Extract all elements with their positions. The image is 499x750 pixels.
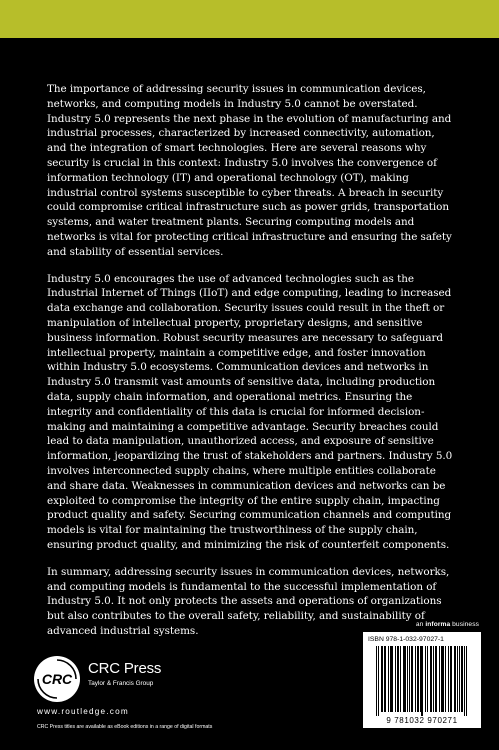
barcode-bar — [381, 646, 382, 712]
barcode-bar — [400, 646, 401, 712]
barcode-bar — [378, 646, 379, 716]
barcode-bar — [457, 646, 458, 712]
barcode-bar — [382, 646, 383, 712]
informa-suffix: business — [450, 621, 479, 628]
barcode-bar — [407, 646, 408, 712]
publisher-group: Taylor & Francis Group — [88, 680, 154, 687]
isbn-label: ISBN 978-1-032-97027-1 — [368, 636, 444, 643]
barcode-digits-right: 970271 — [427, 716, 458, 725]
barcode-icon — [376, 646, 468, 716]
barcode-bar — [422, 646, 423, 716]
barcode-bar — [397, 646, 398, 712]
informa-business-tagline — [416, 621, 479, 628]
publisher-website[interactable]: www.routledge.com — [37, 707, 129, 716]
barcode-bar — [433, 646, 434, 712]
paragraph-2: Industry 5.0 encourages the use of advanced technologies such as the Industrial Internet of Things (IIoT) and edge computing, leading to increased data exchange and collaboration. Security issues could result in the theft or manipulation of intellectual property, proprietary designs, and sensitive business information. Robust security measures are necessary to safeguard intellectual property, maintain a competitive edge, and foster innovation within Industry 5.0 ecosystems. Communication devices and networks in Industry 5.0 transmit vast amounts of sensitive data, including production data, supply chain information, and operational metrics. Ensuring the integrity and confidentiality of this data is crucial for informed decision-making and maintaining a competitive advantage. Security breaches could lead to data manipulation, unauthorized access, and exposure of sensitive information, jeopardizing the trust of stakeholders and partners. Industry 5.0 involves interconnected supply chains, where multiple entities collaborate and share data. Weaknesses in communication devices and networks can be exploited to compromise the integrity of the entire supply chain, impacting product quality and safety. Securing communication channels and computing models is vital for maintaining the trustworthiness of the supply chain, ensuring product quality, and minimizing the risk of counterfeit components. — [47, 272, 453, 551]
barcode-bar — [439, 646, 440, 712]
barcode-bar — [435, 646, 436, 712]
barcode-bar — [442, 646, 443, 712]
barcode-bar — [395, 646, 396, 712]
barcode-bar — [376, 646, 377, 716]
paragraph-3: In summary, addressing security issues in communication devices, networks, and computing models is fundamental to the successful implementation of Industry 5.0. It not only protects the assets and operations of organizations but also contributes to the overall safety, reliability, and sustainability of advanced industrial systems. — [47, 565, 450, 637]
isbn-barcode-panel — [363, 632, 481, 728]
barcode-bar — [412, 646, 413, 712]
barcode-bar — [411, 646, 412, 712]
barcode-bar — [403, 646, 404, 712]
barcode-bar — [384, 646, 385, 712]
informa-prefix: an — [415, 621, 426, 628]
barcode-bar — [392, 646, 393, 712]
crc-logo-text: CRC — [41, 671, 73, 687]
ebook-note: CRC Press titles are available as eBook editions in a range of digital formats — [37, 724, 213, 730]
barcode-bar — [441, 646, 442, 712]
barcode-bar — [454, 646, 455, 712]
barcode-bar — [391, 646, 392, 712]
barcode-bar — [451, 646, 452, 712]
informa-name: informa — [425, 621, 451, 628]
paragraph-1: The importance of addressing security issues in communication devices, networks, and computing models in Industry 5.0 cannot be overstated. Industry 5.0 represents the next phase in the evolution of manufacturing and industrial processes, characterized by increased connectivity, automation, and the integration of smart technologies. Here are several reasons why security is crucial in this context: Industry 5.0 involves the convergence of information technology (IT) and operational technology (OT), making industrial control systems susceptible to cyber threats. A breach in security could compromise critical infrastructure such as power grids, transportation systems, and water treatment plants. Securing computing models and networks is vital for protecting critical infrastructure and ensuring the safety and stability of essential services. — [47, 83, 452, 258]
barcode-bar — [385, 646, 386, 712]
barcode-bar — [420, 646, 421, 712]
barcode-bar — [415, 646, 416, 712]
barcode-bar — [388, 646, 389, 712]
barcode-digits — [365, 716, 479, 725]
barcode-bar — [431, 646, 432, 712]
barcode-bar — [425, 646, 426, 712]
barcode-bar — [436, 646, 437, 712]
barcode-bar — [417, 646, 418, 712]
barcode-bar — [445, 646, 446, 712]
barcode-bar — [466, 646, 467, 716]
barcode-bar — [448, 646, 449, 712]
barcode-bar — [421, 646, 422, 716]
crc-press-logo-icon — [33, 655, 81, 703]
barcode-bar — [464, 646, 465, 716]
barcode-bar — [427, 646, 428, 712]
barcode-bar — [455, 646, 456, 712]
publisher-name: CRC Press — [88, 660, 162, 677]
barcode-bar — [398, 646, 399, 712]
barcode-bar — [450, 646, 451, 712]
barcode-bar — [418, 646, 419, 712]
barcode-bar — [459, 646, 460, 712]
barcode-bar — [461, 646, 462, 712]
barcode-bar — [443, 646, 444, 712]
barcode-digits-left: 781032 — [394, 716, 425, 725]
top-color-band — [0, 0, 499, 38]
barcode-bar — [430, 646, 431, 712]
barcode-digit-lead: 9 — [386, 716, 392, 725]
barcode-bar — [404, 646, 405, 712]
barcode-bar — [409, 646, 410, 712]
back-cover-text — [47, 82, 457, 651]
barcode-bar — [405, 646, 406, 712]
barcode-bar — [390, 646, 391, 712]
barcode-bar — [462, 646, 463, 712]
